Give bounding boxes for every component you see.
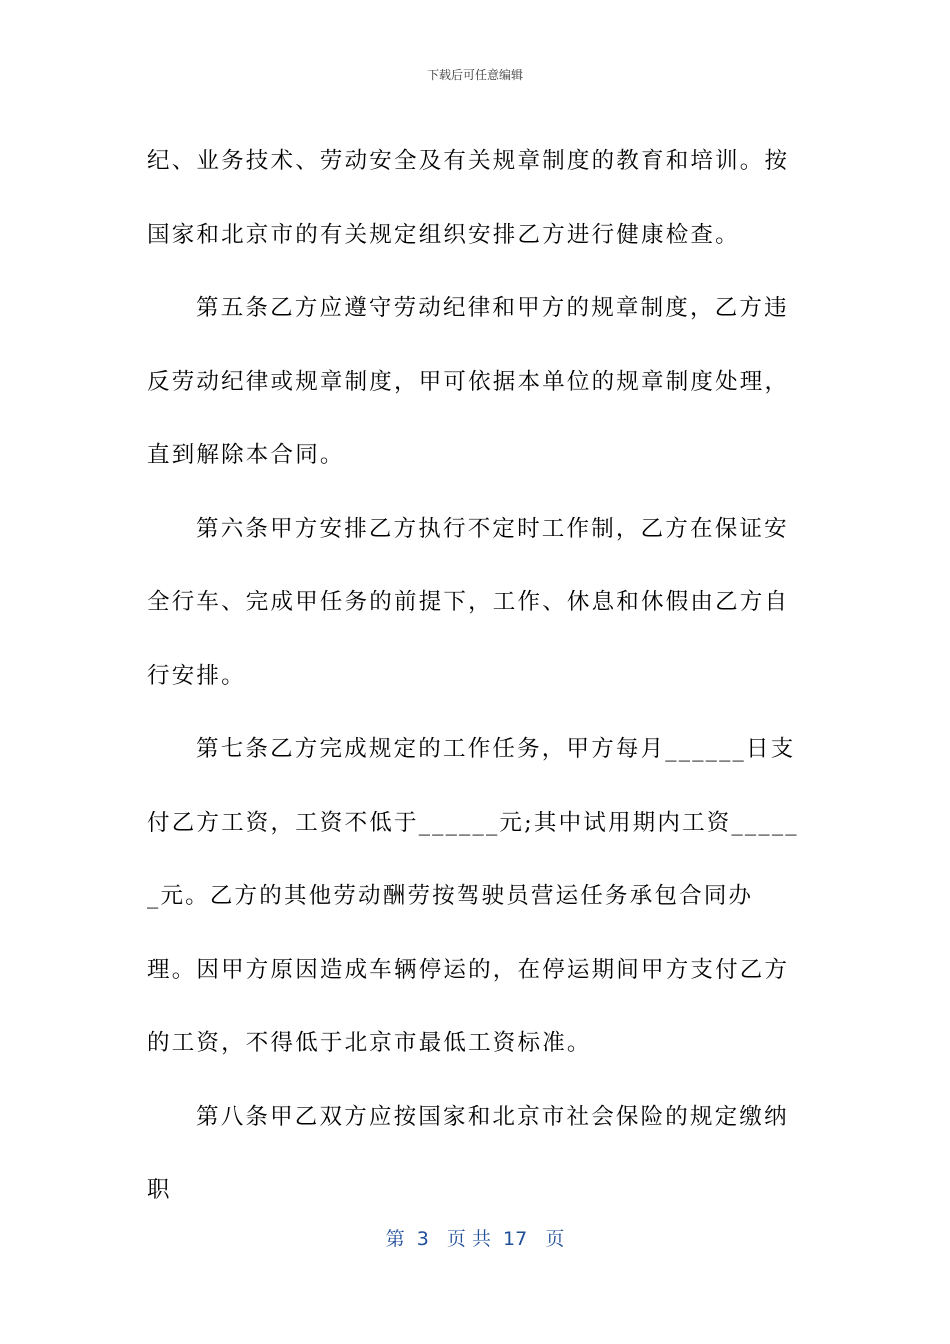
paragraph-article-5: 第五条乙方应遵守劳动纪律和甲方的规章制度，乙方违反劳动纪律或规章制度，甲可依据本单位的规章制度处理，直到解除本合同。 <box>147 295 790 468</box>
paragraph-article-8: 第八条甲乙双方应按国家和北京市社会保险的规定缴纳职 <box>147 1103 789 1203</box>
paragraph-article-6: 第六条甲方安排乙方执行不定时工作制，乙方在保证安全行车、完成甲任务的前提下，工作、休息和休假由乙方自行安排。 <box>147 515 790 689</box>
page-header: 下载后可任意编辑 <box>426 68 523 82</box>
page-number-footer: 第 3 页 共 17 页 <box>385 1228 565 1250</box>
paragraph-article-7: 第七条乙方完成规定的工作任务，甲方每月______日支付乙方工资，工资不低于______元;其中试用期内工资______元。乙方的其他劳动酬劳按驾驶员营运任务承包合同办理。因甲方原因造成车辆停运的，在停运期间甲方支付乙方的工资，不得低于北京市最低工资标准。 <box>147 736 799 1056</box>
paragraph-1: 纪、业务技术、劳动安全及有关规章制度的教育和培训。按国家和北京市的有关规定组织安排乙方进行健康检查。 <box>147 148 790 248</box>
document-body <box>147 125 802 1228</box>
